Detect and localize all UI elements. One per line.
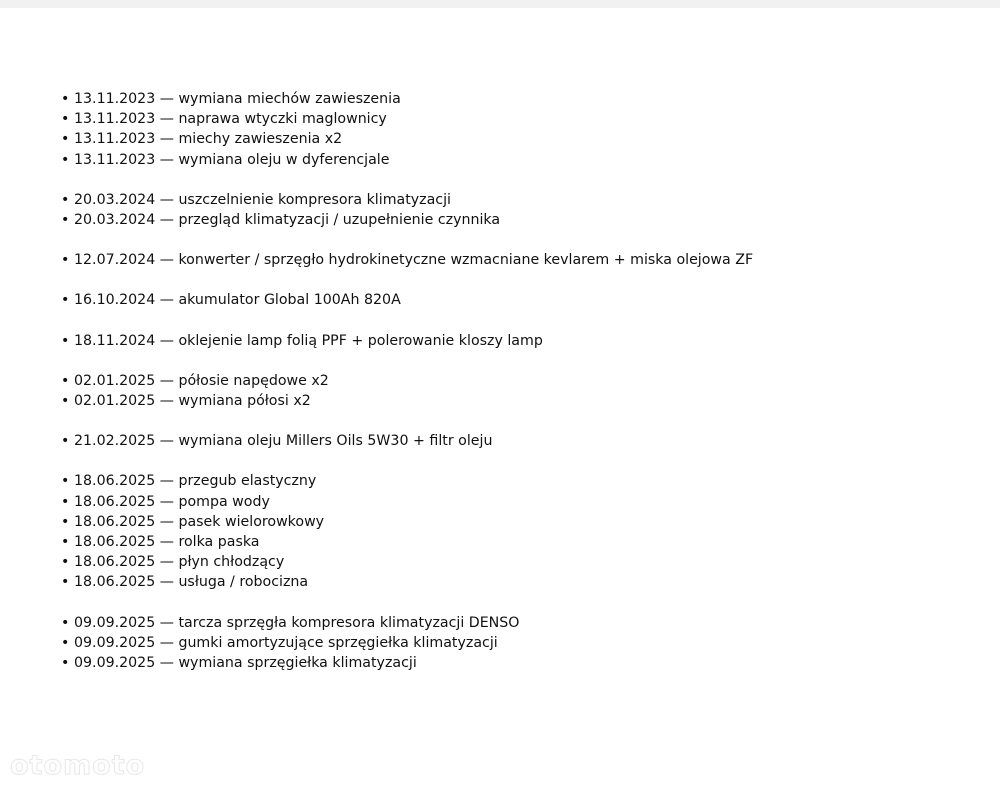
- list-item-text: 21.02.2025 — wymiana oleju Millers Oils 5W30 + filtr oleju: [74, 433, 493, 450]
- service-group: [61, 431, 961, 451]
- list-item: [61, 190, 961, 210]
- service-group: [61, 290, 961, 310]
- list-item: [61, 331, 961, 351]
- bullet-icon: •: [61, 332, 70, 349]
- service-group: [61, 331, 961, 351]
- list-item-text: 13.11.2023 — wymiana oleju w dyferencjale: [74, 151, 390, 168]
- list-item: [61, 109, 961, 129]
- list-item-text: 20.03.2024 — przegląd klimatyzacji / uzupełnienie czynnika: [74, 212, 501, 229]
- list-item: [61, 210, 961, 230]
- list-item: [61, 613, 961, 633]
- service-history-list: [61, 89, 961, 693]
- service-group: [61, 471, 961, 592]
- list-item-text: 13.11.2023 — naprawa wtyczki maglownicy: [74, 111, 387, 128]
- bullet-icon: •: [61, 534, 70, 551]
- list-item-text: 13.11.2023 — miechy zawieszenia x2: [74, 131, 343, 148]
- list-item-text: 12.07.2024 — konwerter / sprzęgło hydrokinetyczne wzmacniane kevlarem + miska olejowa ZF: [74, 252, 754, 269]
- list-item-text: 18.11.2024 — oklejenie lamp folią PPF + polerowanie kloszy lamp: [74, 332, 543, 349]
- bullet-icon: •: [61, 634, 70, 651]
- list-item: [61, 572, 961, 592]
- bullet-icon: •: [61, 131, 70, 148]
- list-item-text: 18.06.2025 — pompa wody: [74, 493, 270, 510]
- list-item: [61, 129, 961, 149]
- bullet-icon: •: [61, 292, 70, 309]
- list-item: [61, 391, 961, 411]
- bullet-icon: •: [61, 614, 70, 631]
- service-group: [61, 89, 961, 170]
- bullet-icon: •: [61, 433, 70, 450]
- list-item: [61, 653, 961, 673]
- bullet-icon: •: [61, 212, 70, 229]
- bullet-icon: •: [61, 252, 70, 269]
- list-item: [61, 371, 961, 391]
- list-item: [61, 492, 961, 512]
- list-item-text: 18.06.2025 — płyn chłodzący: [74, 554, 285, 571]
- bullet-icon: •: [61, 574, 70, 591]
- service-group: [61, 613, 961, 674]
- watermark-logo: otomoto: [10, 750, 146, 781]
- service-group: [61, 190, 961, 230]
- list-item: [61, 633, 961, 653]
- service-group: [61, 371, 961, 411]
- list-item-text: 09.09.2025 — tarcza sprzęgła kompresora klimatyzacji DENSO: [74, 614, 520, 631]
- list-item-text: 18.06.2025 — przegub elastyczny: [74, 473, 317, 490]
- list-item-text: 18.06.2025 — pasek wielorowkowy: [74, 513, 325, 530]
- list-item: [61, 250, 961, 270]
- bullet-icon: •: [61, 473, 70, 490]
- list-item-text: 16.10.2024 — akumulator Global 100Ah 820A: [74, 292, 401, 309]
- bullet-icon: •: [61, 513, 70, 530]
- top-strip: [0, 0, 1000, 8]
- bullet-icon: •: [61, 372, 70, 389]
- bullet-icon: •: [61, 191, 70, 208]
- list-item: [61, 552, 961, 572]
- service-group: [61, 250, 961, 270]
- bullet-icon: •: [61, 554, 70, 571]
- list-item: [61, 290, 961, 310]
- list-item-text: 02.01.2025 — półosie napędowe x2: [74, 372, 329, 389]
- list-item-text: 02.01.2025 — wymiana półosi x2: [74, 393, 311, 410]
- list-item-text: 20.03.2024 — uszczelnienie kompresora klimatyzacji: [74, 191, 451, 208]
- list-item-text: 13.11.2023 — wymiana miechów zawieszenia: [74, 91, 401, 107]
- bullet-icon: •: [61, 393, 70, 410]
- list-item: [61, 89, 961, 109]
- bullet-icon: •: [61, 493, 70, 510]
- list-item: [61, 532, 961, 552]
- list-item: [61, 512, 961, 532]
- bullet-icon: •: [61, 111, 70, 128]
- list-item: [61, 471, 961, 491]
- list-item-text: 09.09.2025 — gumki amortyzujące sprzęgiełka klimatyzacji: [74, 634, 498, 651]
- list-item-text: 09.09.2025 — wymiana sprzęgiełka klimatyzacji: [74, 655, 417, 672]
- bullet-icon: •: [61, 655, 70, 672]
- list-item: [61, 150, 961, 170]
- bullet-icon: •: [61, 91, 70, 107]
- list-item-text: 18.06.2025 — rolka paska: [74, 534, 260, 551]
- bullet-icon: •: [61, 151, 70, 168]
- list-item-text: 18.06.2025 — usługa / robocizna: [74, 574, 309, 591]
- list-item: [61, 431, 961, 451]
